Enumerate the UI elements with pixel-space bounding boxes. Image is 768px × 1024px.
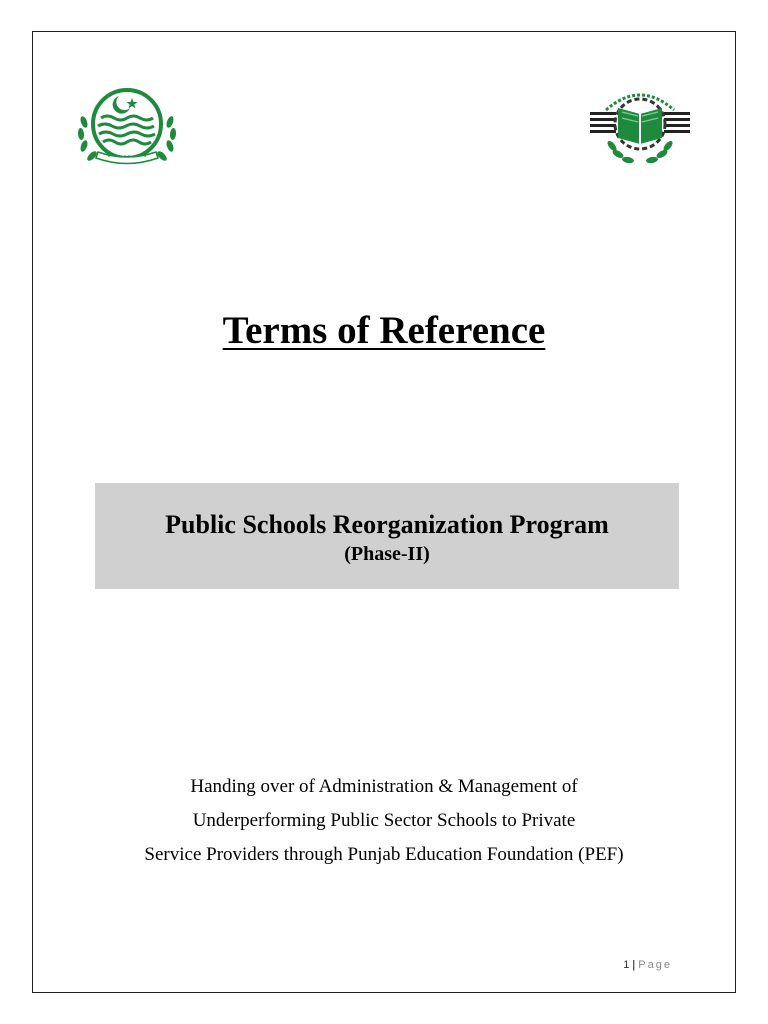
document-title-text: Terms of Reference	[222, 309, 546, 352]
program-box	[95, 483, 679, 589]
page-separator: |	[632, 959, 636, 971]
program-phase: (Phase-II)	[344, 543, 430, 565]
punjab-education-foundation-logo-icon	[588, 84, 692, 170]
page-footer	[560, 959, 672, 971]
description-line: Service Providers through Punjab Education Foundation (PEF)	[144, 844, 624, 865]
page-word: Page	[638, 959, 672, 971]
page-number: 1	[623, 959, 630, 971]
government-of-punjab-emblem-icon	[74, 86, 180, 170]
description-line: Underperforming Public Sector Schools to Private	[192, 810, 576, 831]
document-title	[0, 306, 768, 356]
description-line: Handing over of Administration & Management of	[190, 776, 578, 797]
program-name: Public Schools Reorganization Program	[165, 510, 609, 539]
document-description	[0, 772, 768, 874]
